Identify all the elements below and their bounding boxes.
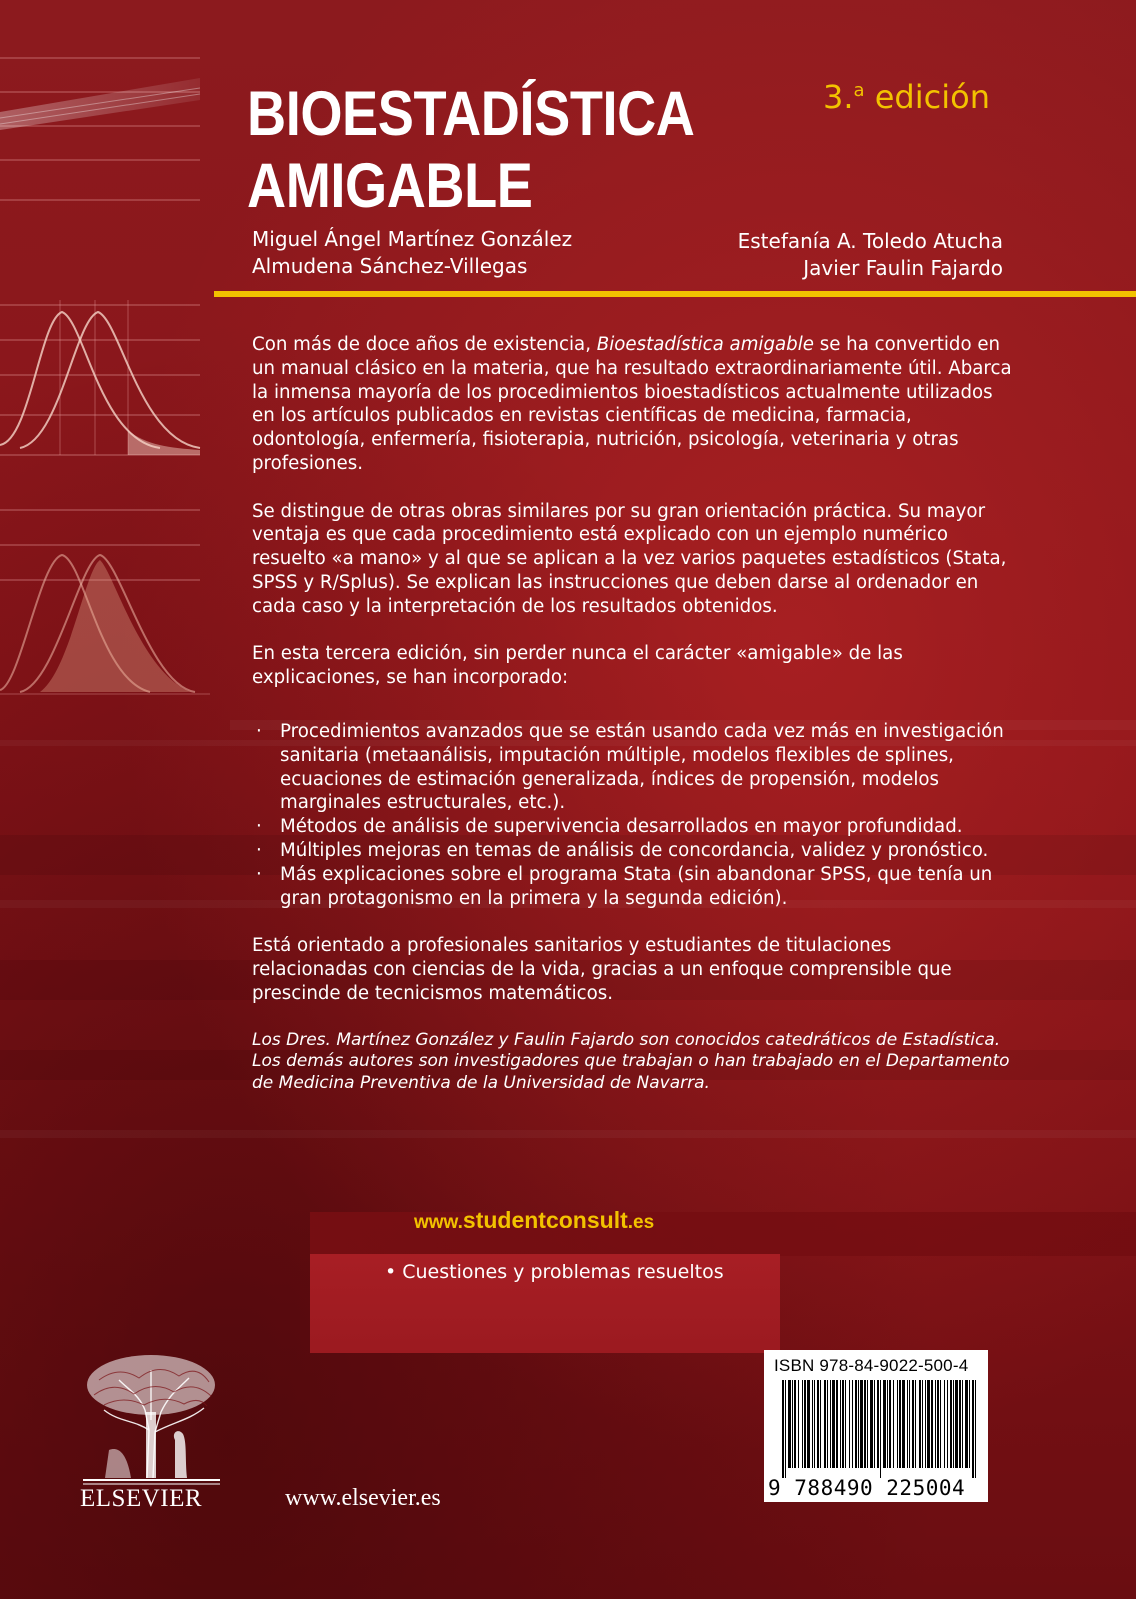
yellow-divider xyxy=(214,291,1136,297)
paragraph-4: Está orientado a profesionales sanitarios y estudiantes de titulaciones relacionadas con ciencias de la vida, gracias a un enfoque comprensible que prescinde de tecnicismos matemáticos. xyxy=(252,935,952,1004)
studentconsult-link[interactable]: www.studentconsult.es xyxy=(414,1207,655,1233)
paragraph-1: Con más de doce años de existencia, Bioestadística amigable se ha convertido en un manual clásico en la materia, que ha resultado extraordinariamente útil. Abarca la inmensa mayoría de los procedimientos bioestadísticos actualmente utilizados en los artículos publicados en revistas científicas de medicina, farmacia, odontología, enfermería, fisioterapia, nutrición, psicología, veterinaria y otras profesiones. xyxy=(252,334,1012,474)
list-item: · Múltiples mejoras en temas de análisis de concordancia, validez y pronóstico. xyxy=(280,839,1012,863)
book-title xyxy=(247,78,695,222)
resource-item: • Cuestiones y problemas resueltos xyxy=(385,1261,724,1283)
isbn-text: ISBN 978-84-9022-500-4 xyxy=(774,1356,969,1375)
author-3: Estefanía A. Toledo Atucha xyxy=(737,229,1003,253)
publisher-url-link[interactable]: www.elsevier.es xyxy=(285,1485,441,1511)
elsevier-tree-logo-icon xyxy=(79,1350,224,1490)
barcode-icon xyxy=(782,1380,978,1478)
barcode-label xyxy=(764,1350,988,1502)
edition-number: 3. xyxy=(823,78,854,116)
description xyxy=(252,333,1012,1118)
list-item: · Más explicaciones sobre el programa Stata (sin abandonar SPSS, que tenía un gran protagonismo en la primera y la segunda edición). xyxy=(280,863,1012,911)
paragraph-2: Se distingue de otras obras similares por su gran orientación práctica. Su mayor ventaja es que cada procedimiento está explicado con un ejemplo numérico resuelto «a mano» y al que se aplican a la vez varios paquetes estadísticos (Stata, SPSS y R/Splus). Se explican las instrucciones que deben darse al ordenador en cada caso y la interpretación de los resultados obtenidos. xyxy=(252,500,1007,617)
new-features-list xyxy=(252,720,1012,910)
edition-superscript: a xyxy=(853,80,865,101)
author-2: Almudena Sánchez-Villegas xyxy=(252,254,528,278)
edition-label xyxy=(823,78,990,116)
list-item: · Métodos de análisis de supervivencia desarrollados en mayor profundidad. xyxy=(280,815,1012,839)
book-title-italic: Bioestadística amigable xyxy=(596,334,814,355)
author-4: Javier Faulin Fajardo xyxy=(803,256,1003,280)
edition-word: edición xyxy=(874,78,990,116)
author-1: Miguel Ángel Martínez González xyxy=(252,227,573,251)
authors-note: Los Dres. Martínez González y Faulin Fajardo son conocidos catedráticos de Estadística. Los demás autores son investigadores que trabajan o han trabajado en el Departamento de Medicina Preventiva de la Universidad de Navarra. xyxy=(252,1029,1010,1093)
barcode-digits: 9 788490 225004 xyxy=(768,1476,966,1500)
publisher-name: ELSEVIER xyxy=(80,1485,203,1512)
title-line-1: BIOESTADÍSTICA xyxy=(247,79,695,149)
paragraph-3: En esta tercera edición, sin perder nunca el carácter «amigable» de las explicaciones, se han incorporado: xyxy=(252,643,903,689)
title-line-2: AMIGABLE xyxy=(247,151,533,221)
list-item: · Procedimientos avanzados que se están usando cada vez más en investigación sanitaria (metaanálisis, imputación múltiple, modelos flexibles de splines, ecuaciones de estimación generalizada, índices de propensión, modelos marginales estructurales, etc.). xyxy=(280,720,1012,815)
